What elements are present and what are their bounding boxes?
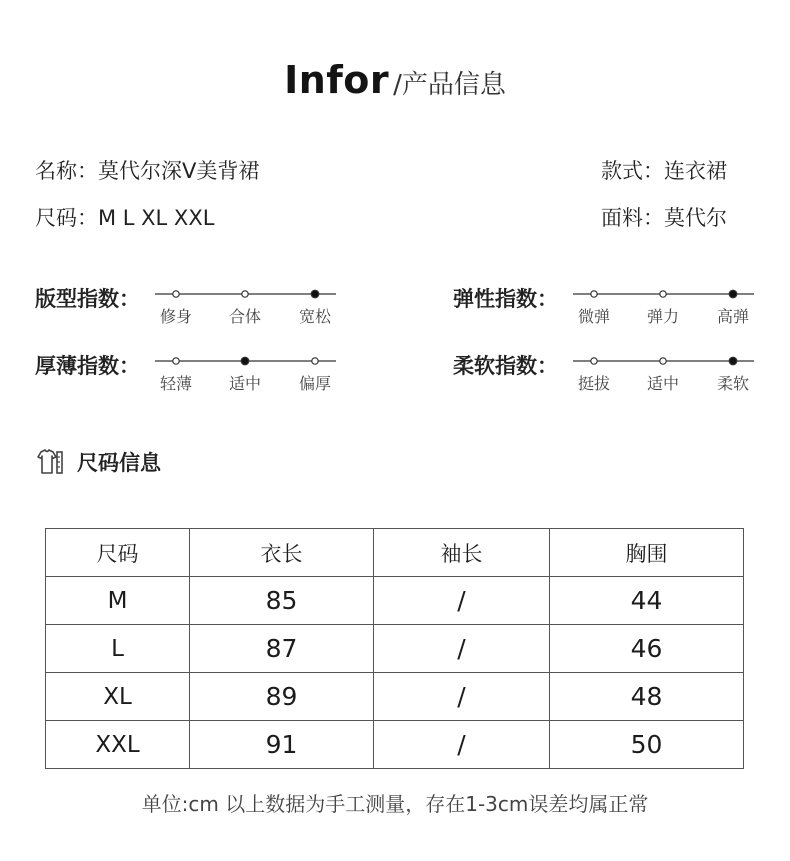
scale-option-label: 挺拔: [577, 374, 611, 393]
scale-marker: [660, 358, 666, 364]
scale-marker: [660, 291, 666, 297]
fit-index: [35, 283, 375, 333]
scale-marker: [242, 291, 248, 297]
cell-size: XXL: [46, 721, 190, 769]
elasticity-index: [453, 283, 790, 333]
cell-size: XL: [46, 673, 190, 721]
size-section-label: 尺码信息: [77, 451, 161, 475]
indicator-label: 厚薄指数：: [35, 354, 140, 378]
title-en: Infor: [284, 58, 390, 102]
page-header: [0, 58, 790, 102]
cell-sleeve: /: [374, 721, 550, 769]
size-table: [45, 528, 744, 769]
scale-option-label: 轻薄: [159, 374, 193, 393]
indicator-scale: [153, 283, 373, 333]
cell-bust: 46: [550, 625, 744, 673]
scale-marker: [173, 291, 179, 297]
cell-length: 91: [190, 721, 374, 769]
cell-size: L: [46, 625, 190, 673]
header-length: 衣长: [190, 529, 374, 577]
thickness-index: [35, 350, 375, 400]
table-header-row: [46, 529, 744, 577]
scale-option-label: 合体: [228, 307, 262, 326]
indicator-scale: [571, 350, 790, 400]
scale-marker-selected: [311, 290, 319, 298]
cell-length: 85: [190, 577, 374, 625]
measurement-note: 单位:cm 以上数据为手工测量，存在1-3cm误差均属正常: [141, 792, 649, 816]
scale-option-label: 微弹: [577, 307, 611, 326]
size-section-title: [35, 448, 161, 476]
scale-marker-selected: [729, 357, 737, 365]
product-name: 名称：莫代尔深V美背裙: [35, 159, 260, 183]
table-row: [46, 625, 744, 673]
cell-sleeve: /: [374, 577, 550, 625]
cell-bust: 50: [550, 721, 744, 769]
scale-option-label: 弹力: [646, 307, 680, 326]
product-fabric: 面料：莫代尔: [601, 206, 727, 230]
cell-length: 89: [190, 673, 374, 721]
scale-option-label: 偏厚: [298, 374, 332, 393]
cell-bust: 48: [550, 673, 744, 721]
table-row: [46, 721, 744, 769]
indicator-scale: [153, 350, 373, 400]
table-row: [46, 673, 744, 721]
header-bust: 胸围: [550, 529, 744, 577]
tshirt-ruler-icon: [35, 448, 65, 476]
softness-index: [453, 350, 790, 400]
header-sleeve: 袖长: [374, 529, 550, 577]
product-sizes: 尺码：M L XL XXL: [35, 206, 215, 230]
scale-option-label: 适中: [646, 374, 680, 393]
indicator-label: 版型指数：: [35, 287, 140, 311]
cell-sleeve: /: [374, 625, 550, 673]
table-row: [46, 577, 744, 625]
scale-marker: [591, 358, 597, 364]
scale-marker-selected: [241, 357, 249, 365]
scale-option-label: 宽松: [298, 307, 332, 326]
header-size: 尺码: [46, 529, 190, 577]
cell-sleeve: /: [374, 673, 550, 721]
scale-marker-selected: [729, 290, 737, 298]
title-zh: /产品信息: [393, 70, 506, 100]
cell-length: 87: [190, 625, 374, 673]
cell-bust: 44: [550, 577, 744, 625]
indicator-scale: [571, 283, 790, 333]
scale-option-label: 适中: [228, 374, 262, 393]
cell-size: M: [46, 577, 190, 625]
product-style: 款式：连衣裙: [601, 159, 727, 183]
scale-marker: [591, 291, 597, 297]
scale-option-label: 修身: [159, 307, 193, 326]
indicator-label: 弹性指数：: [453, 287, 558, 311]
scale-marker: [312, 358, 318, 364]
scale-option-label: 高弹: [716, 307, 750, 326]
scale-option-label: 柔软: [716, 374, 750, 393]
scale-marker: [173, 358, 179, 364]
indicator-label: 柔软指数：: [453, 354, 558, 378]
